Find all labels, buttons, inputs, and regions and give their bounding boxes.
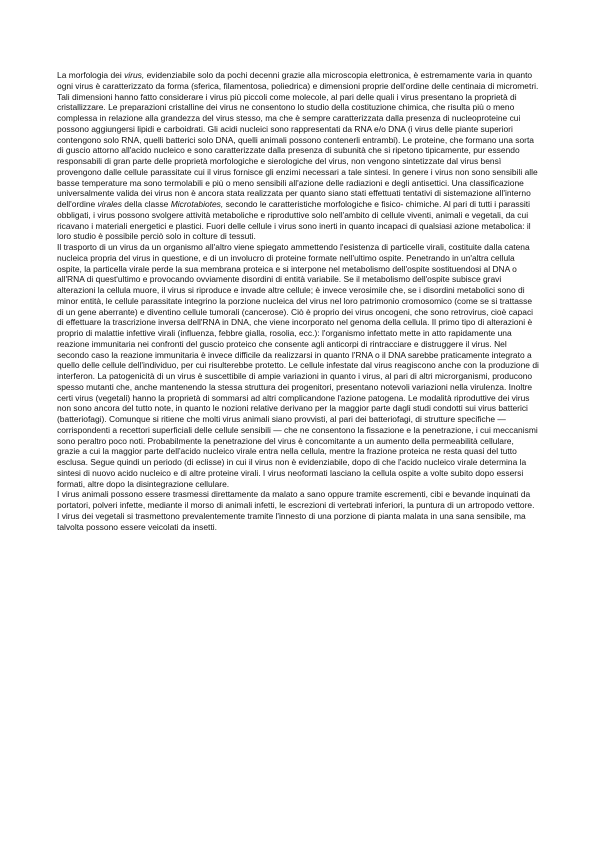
text-segment: Il trasporto di un virus da un organismo all'altro viene spiegato ammettendo l'esistenza di particelle virali, costituite dalla catena nucleica propria del virus in questione, e di un involucro di proteine formate nell'ultimo ospite. Penetrando in un'altra cellula ospite, la particella virale perde la sua membrana proteica e si interpone nel metabolismo dell'ospite sostituendosi al DNA o all'RNA di quest'ultimo e provocando ovviamente disordini di entità variabile. Se il metabolismo dell'ospite subisce gravi alterazioni la cellula muore, il virus si riproduce e invade altre cellule; è invece verosimile che, se i disordini metabolici sono di minor entità, le cellule parassitate integrino la porzione nucleica del virus nel loro patrimonio cromosomico (come se si trattasse di un gene aberrante) e diventino cellule tumorali (cancerose). Ciò è proprio dei virus oncogeni, che sono retrovirus, cioè capaci di effettuare la trascrizione inversa dell'RNA in DNA, che viene incorporato nel genoma della cellula. Il primo tipo di alterazioni è proprio di malattie infettive virali (influenza, febbre gialla, rosolia, ecc.): l'organismo infettato mette in atto rapidamente una reazione immunitaria nei confronti del guscio proteico che consente agli anticorpi di rintracciare e distruggere il virus. Nel secondo caso la reazione immunitaria è invece difficile da realizzarsi in quanto l'RNA o il DNA sarebbe praticamente integrato a quello delle cellule dell'individuo, per cui risulterebbe protetto. Le cellule infestate dal virus reagiscono anche con la produzione di interferon. La patogenicità di un virus è suscettibile di ampie variazioni in quanto i virus, al pari di altri microrganismi, producono spesso mutanti che, anche mantenendo la stessa struttura dei progenitori, presentano notevoli variazioni nella virulenza. Inoltre certi virus (vegetali) hanno la proprietà di sommarsi ad altri complicandone l'azione patogena. Le modalità riproduttive dei virus non sono ancora del tutto note, in quanto le nozioni relative derivano per la maggior parte dagli studi condotti sui virus batterici (batteriofagi). Comunque si ritiene che molti virus animali siano provvisti, al pari dei batteriofagi, di strutture specifiche — corrispondenti a recettori superficiali delle cellule sensibili — che ne consentono la fissazione e la penetrazione, i cui meccanismi sono peraltro poco noti. Probabilmente la penetrazione del virus è concomitante a un aumento della permeabilità cellulare, grazie a cui la maggior parte dell'acido nucleico virale entra nella cellula, mentre la frazione proteica ne resta quasi del tutto esclusa. Segue quindi un periodo (di eclisse) in cui il virus non è evidenziabile, dopo di che l'acido nucleico virale determina la sintesi di nuovo acido nucleico e di altre proteine virali. I virus neoformati lasciano la cellula ospite a volte subito dopo essersi formati, altre dopo la disintegrazione cellulare. [57, 242, 539, 489]
text-segment: secondo le caratteristiche morfologiche e fisico- chimiche. Al pari di tutti i parassiti obbligati, i virus possono svolgere attività metaboliche e riproduttive solo nell'ambito di cellule viventi, animali e vegetali, da cui ricavano i materiali energetici e plastici. Fuori delle cellule i virus sono inerti in quanto incapaci di qualsiasi azione metabolica: il loro studio è possibile perciò solo in colture di tessuti. [57, 199, 531, 242]
italic-term: virales [97, 199, 122, 209]
text-segment: evidenziabile solo da pochi decenni grazie alla microscopia elettronica, è estremamente varia in quanto ogni virus è caratterizzato da forma (sferica, filamentosa, poliedrica) e dimensioni proprie dell'ordine delle centinaia di micrometri. Tali dimensioni hanno fatto considerare i virus più piccoli come molecole, al pari delle quali i virus presentano la proprietà di cristallizzare. Le preparazioni cristalline dei virus ne consentono lo studio della costituzione chimica, che risulta più o meno complessa in relazione alla grandezza del virus stesso, ma che è sempre caratterizzata dalla presenza di nucleoproteine cui possono aggiungersi lipidi e carboidrati. Gli acidi nucleici sono rappresentati da RNA e/o DNA (i virus delle piante superiori contengono solo RNA, quelli batterici solo DNA, quelli animali possono contenerli entrambi). Le proteine, che formano una sorta di guscio attorno all'acido nucleico e sono caratterizzate dalla presenza di subunità che si ripetono tipicamente, pur essendo responsabili di gran parte delle proprietà morfologiche e sierologiche del virus, non vengono sintetizzate dal virus bensì provengono dalle cellule parassitate cui il virus fornisce gli enzimi necessari a tale sintesi. In genere i virus non sono sensibili alle basse temperature ma sono termolabili e più o meno sensibili all'azione delle radiazioni e degli antisettici. Una classificazione universalmente valida dei virus non è ancora stata realizzata per quanto siano stati effettuati tentativi di sistemazione all'interno dell'ordine [57, 70, 539, 209]
text-segment: La morfologia dei [57, 70, 125, 80]
text-segment: della classe [121, 199, 171, 209]
italic-term: Microtabiotes, [170, 199, 224, 209]
document-page [57, 70, 539, 532]
text-segment: I virus animali possono essere trasmessi direttamente da malato a sano oppure tramite escrementi, cibi e bevande inquinati da portatori, polveri infette, mediante il morso di animali infetti, le escrezioni di vertebrati inferiori, la puntura di un artropodo vettore. I virus dei vegetali si trasmettono prevalentemente tramite l'innesto di una porzione di pianta malata in una sana sensibile, ma talvolta possono essere veicolati da insetti. [57, 489, 535, 532]
paragraph-trasmissione [57, 489, 539, 532]
paragraph-morfologia [57, 70, 539, 242]
italic-term: virus, [124, 70, 145, 80]
paragraph-trasporto [57, 242, 539, 489]
